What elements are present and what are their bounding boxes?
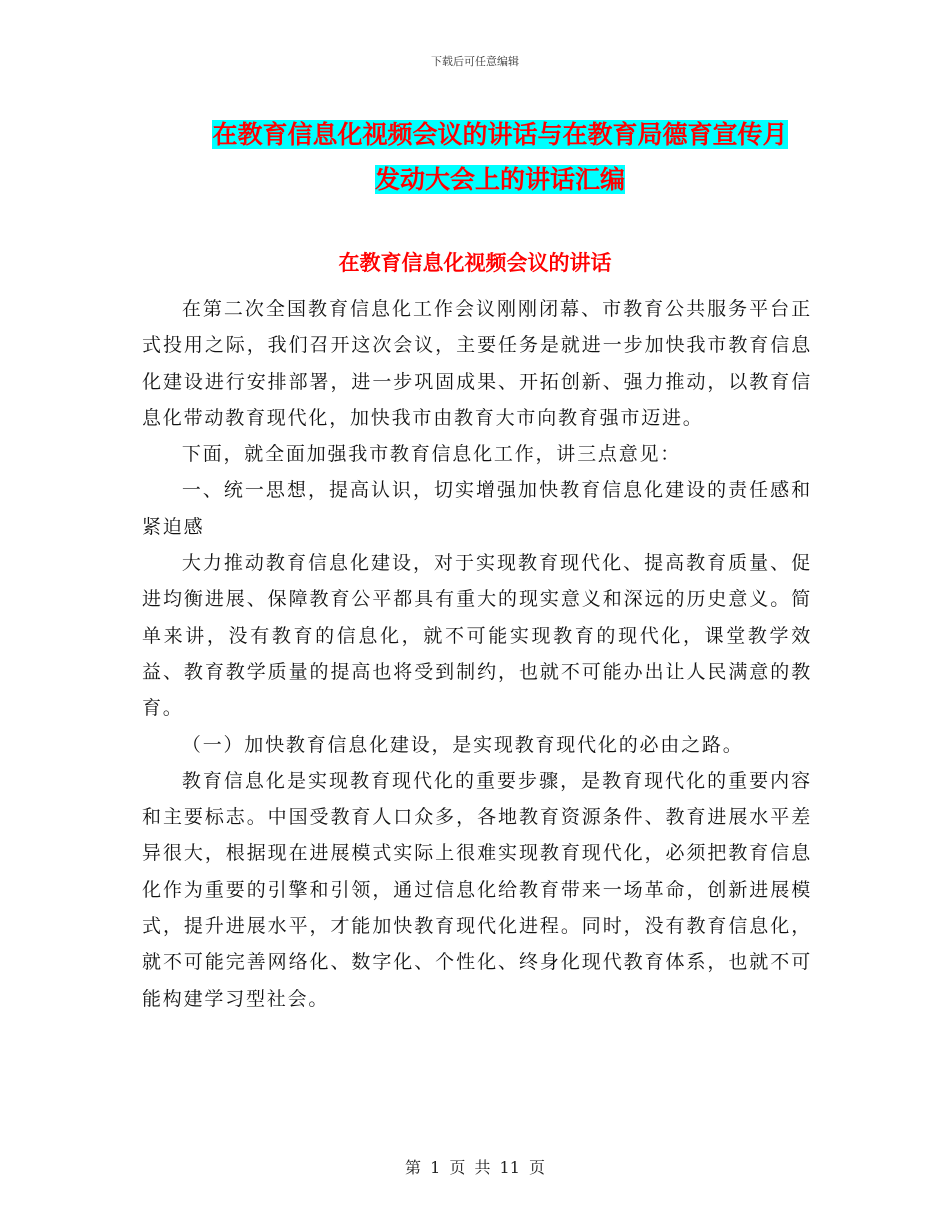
document-title — [140, 112, 860, 202]
section-title: 在教育信息化视频会议的讲话 — [338, 251, 612, 275]
subsection-heading-paragraph: （一）加快教育信息化建设，是实现教育现代化的必由之路。 — [181, 733, 744, 756]
header-note: 下载后可任意编辑 — [431, 55, 519, 68]
document-title-line-2: 发动大会上的讲话汇编 — [374, 165, 625, 194]
body-text — [142, 291, 812, 1017]
page-number-footer: 第 1 页 共 11 页 — [405, 1158, 545, 1177]
paragraph: 下面，就全面加强我市教育信息化工作，讲三点意见： — [181, 443, 682, 466]
section-heading-paragraph: 一、统一思想，提高认识，切实增强加快教育信息化建设的责任感和紧迫感 — [142, 479, 812, 538]
paragraph: 大力推动教育信息化建设，对于实现教育现代化、提高教育质量、促进均衡进展、保障教育公平都具有重大的现实意义和深远的历史意义。简单来讲，没有教育的信息化，就不可能实现教育的现代化，课堂教学效益、教育教学质量的提高也将受到制约，也就不可能办出让人民满意的教育。 — [142, 552, 812, 720]
document-title-line-1: 在教育信息化视频会议的讲话与在教育局德育宣传月 — [212, 120, 788, 149]
paragraph: 在第二次全国教育信息化工作会议刚刚闭幕、市教育公共服务平台正式投用之际，我们召开这次会议，主要任务是就进一步加快我市教育信息化建设进行安排部署，进一步巩固成果、开拓创新、强力推动，以教育信息化带动教育现代化，加快我市由教育大市向教育强市迈进。 — [142, 298, 812, 429]
paragraph: 教育信息化是实现教育现代化的重要步骤，是教育现代化的重要内容和主要标志。中国受教育人口众多，各地教育资源条件、教育进展水平差异很大，根据现在进展模式实际上很难实现教育现代化，必须把教育信息化作为重要的引擎和引领，通过信息化给教育带来一场革命，创新进展模式，提升进展水平，才能加快教育现代化进程。同时，没有教育信息化，就不可能完善网络化、数字化、个性化、终身化现代教育体系，也就不可能构建学习型社会。 — [142, 769, 812, 1010]
